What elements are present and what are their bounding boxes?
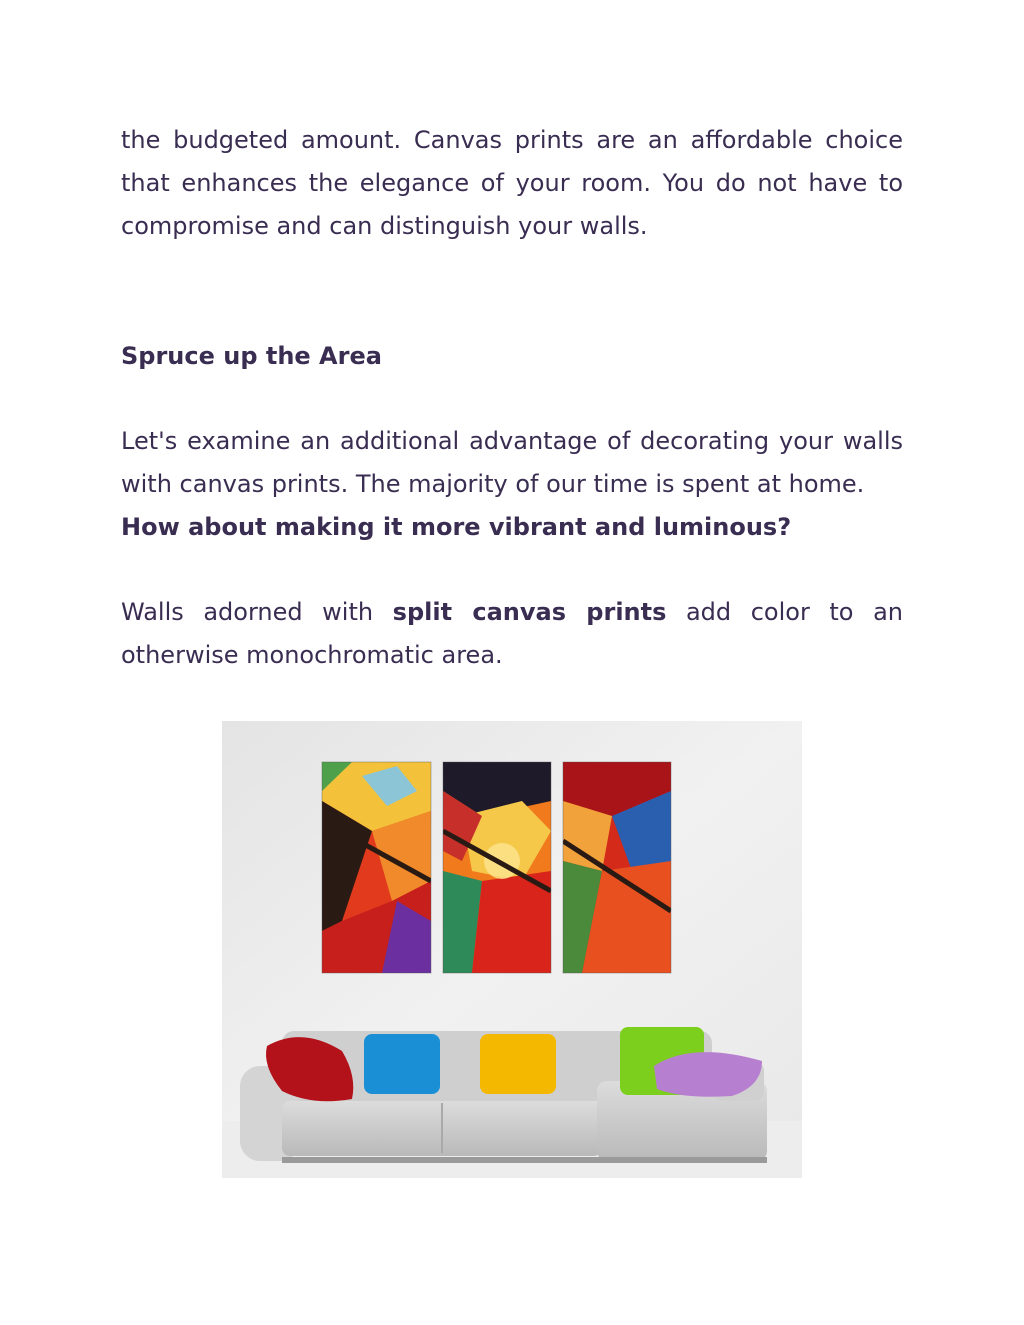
living-room-photo xyxy=(222,721,802,1178)
advantage-bold-question: How about making it more vibrant and luminous? xyxy=(121,513,792,541)
split-canvas-bold: split canvas prints xyxy=(392,598,667,626)
section-heading: Spruce up the Area xyxy=(121,342,382,370)
blue-cushion xyxy=(364,1034,440,1094)
paragraph-affordable: the budgeted amount. Canvas prints are an affordable choice that enhances the elegance of your room. You do not have to compromise and can distinguish your walls. xyxy=(121,126,903,240)
canvas-panel-center xyxy=(443,762,551,973)
paragraph-split-canvas xyxy=(121,591,903,677)
split-canvas-lead: Walls adorned with xyxy=(121,598,393,626)
split-canvas-tail: add color to an otherwise monochromatic area. xyxy=(121,598,903,669)
canvas-panel-right xyxy=(563,762,671,973)
paragraph-advantage xyxy=(121,420,903,549)
advantage-text: Let's examine an additional advantage of decorating your walls with canvas prints. The majority of our time is spent at home. xyxy=(121,427,903,498)
canvas-panel-left xyxy=(322,762,431,973)
yellow-cushion xyxy=(480,1034,556,1094)
